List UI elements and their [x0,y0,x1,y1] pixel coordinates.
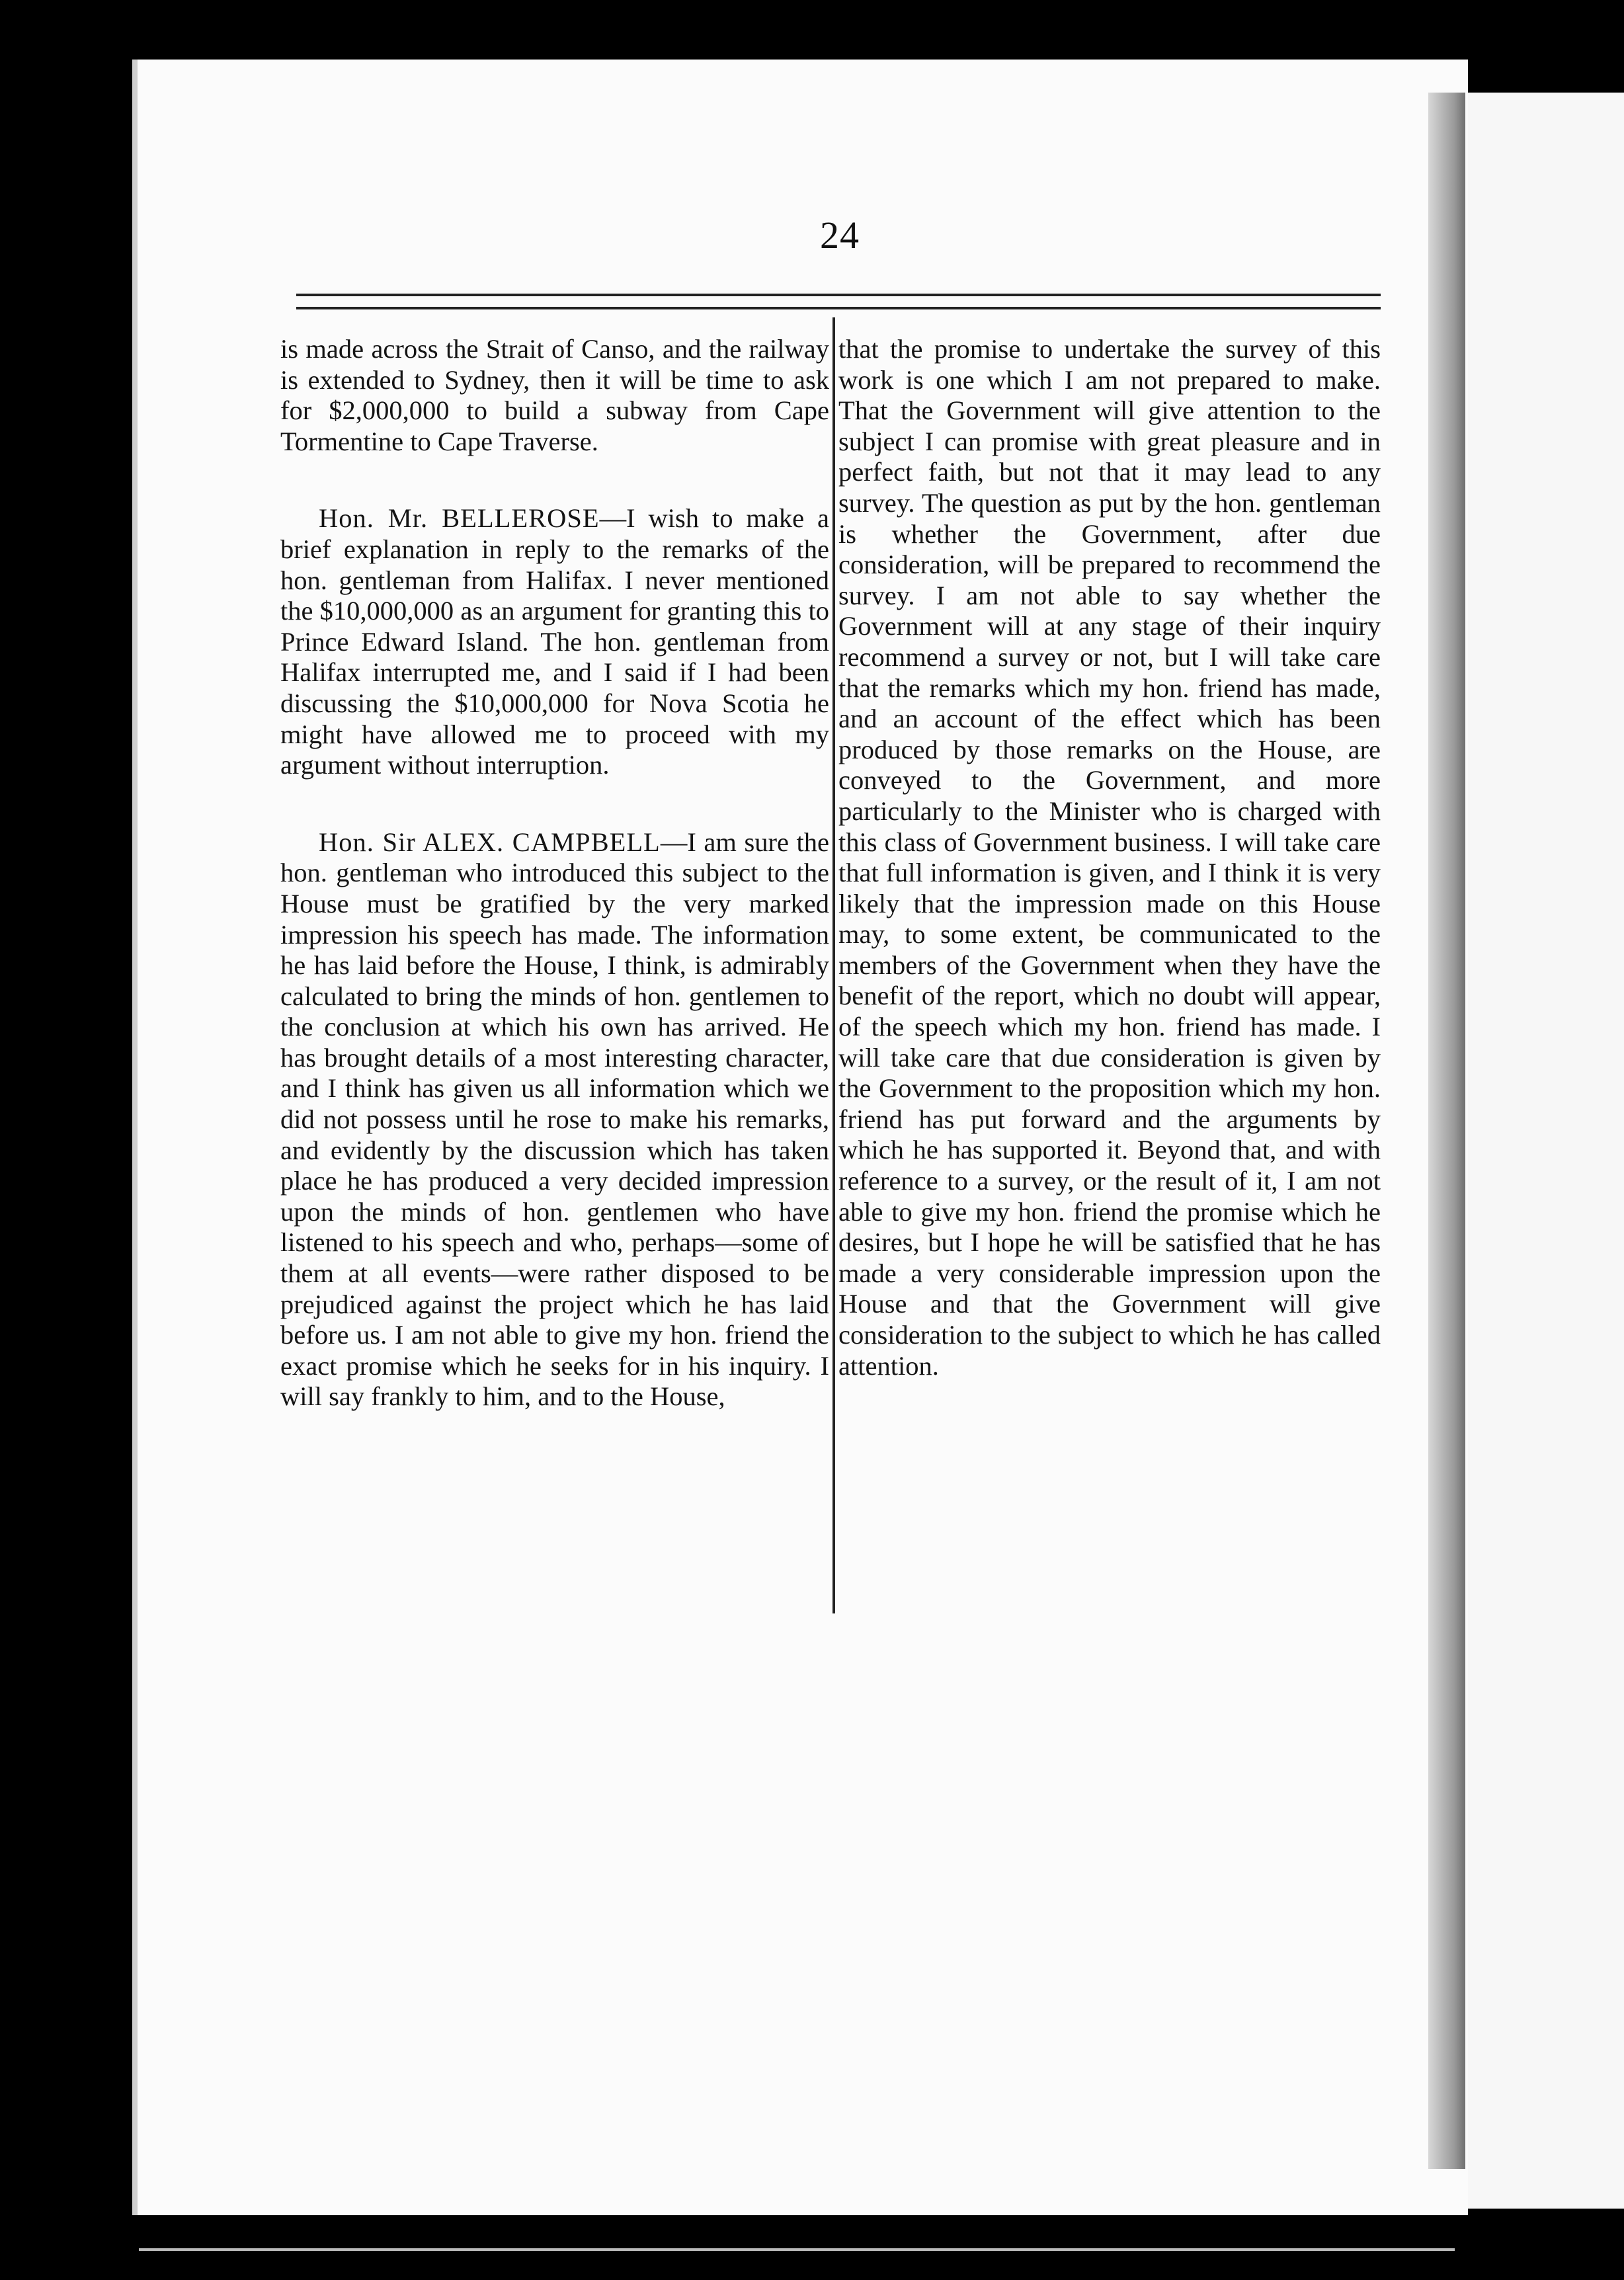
page-bottom-edge [139,2248,1455,2251]
page-gutter-shadow [1428,93,1465,2169]
paragraph-continuation: is made across the Strait of Canso, and the railway is extended to Sydney, then it will be time to ask for $2,000,000 to build a subway from Cape Tormentine to Cape Traverse. [280,334,829,456]
speaker-name: Hon. Sir ALEX. CAMPBELL [319,827,661,857]
facing-page-edge [1465,93,1624,2209]
header-double-rule [296,294,1381,309]
paragraph-campbell-continued: that the promise to undertake the survey of this work is one which I am not prepared to make. That the Government will give attention to the subject I can promise with great pleasure and in perfect faith, but not that it may lead to any survey. The question as put by the hon. gentleman is whether the Government, after due consideration, will be prepared to recommend the survey. I am not able to say whether the Government will at any stage of their inquiry recommend a survey or not, but I will take care that the remarks which my hon. friend has made, and an account of the effect which has been produced by those remarks on the House, are conveyed to the Government, and more particularly to the Minister who is charged with this class of Government business. I will take care that full information is given, and I think it is very likely that the impression made on this House may, to some extent, be communicated to the members of the Government when they have the benefit of the report, which no doubt will appear, of the speech which my hon. friend has made. I will take care that due consideration is given by the Government to the proposition which my hon. friend has put forward and the arguments by which he has supported it. Beyond that, and with reference to a survey, or the result of it, I am not able to give my hon. friend the promise which he desires, but I hope he will be satisfied that he has made a very considerable impression upon the House and that the Government will give consideration to the subject to which he has called attention. [838,334,1381,1381]
speaker-name: Hon. Mr. BELLEROSE [319,503,600,534]
paragraph-campbell [280,827,829,1412]
paragraph-bellerose [280,503,829,780]
right-column [838,334,1381,1428]
column-divider [832,317,835,1613]
page-number: 24 [820,214,860,257]
speech-text: —I wish to make a brief explanation in reply to the remarks of the hon. gentleman from Halifax. I never mentioned the $10,000,000 as an argument for granting this to Prince Edward Island. The hon. gentleman from Halifax interrupted me, and I said if I had been discussing the $10,000,000 for Nova Scotia he might have allowed me to proceed with my argument without interruption. [280,503,829,780]
left-column [280,334,829,1459]
speech-text: —I am sure the hon. gentleman who introduced this subject to the House must be gratified by the very marked impression his speech has made. The information he has laid before the House, I think, is admirably calculated to bring the minds of hon. gentlemen to the conclusion at which his own has arrived. He has brought details of a most interesting character, and I think has given us all information which we did not possess until he rose to make his remarks, and evidently by the discussion which has taken place he has produced a very decided impression upon the minds of hon. gentlemen who have listened to his speech and who, perhaps—some of them at all events—were rather disposed to be prejudiced against the project which he has laid before us. I am not able to give my hon. friend the exact promise which he seeks for in his inquiry. I will say frankly to him, and to the House, [280,827,830,1412]
